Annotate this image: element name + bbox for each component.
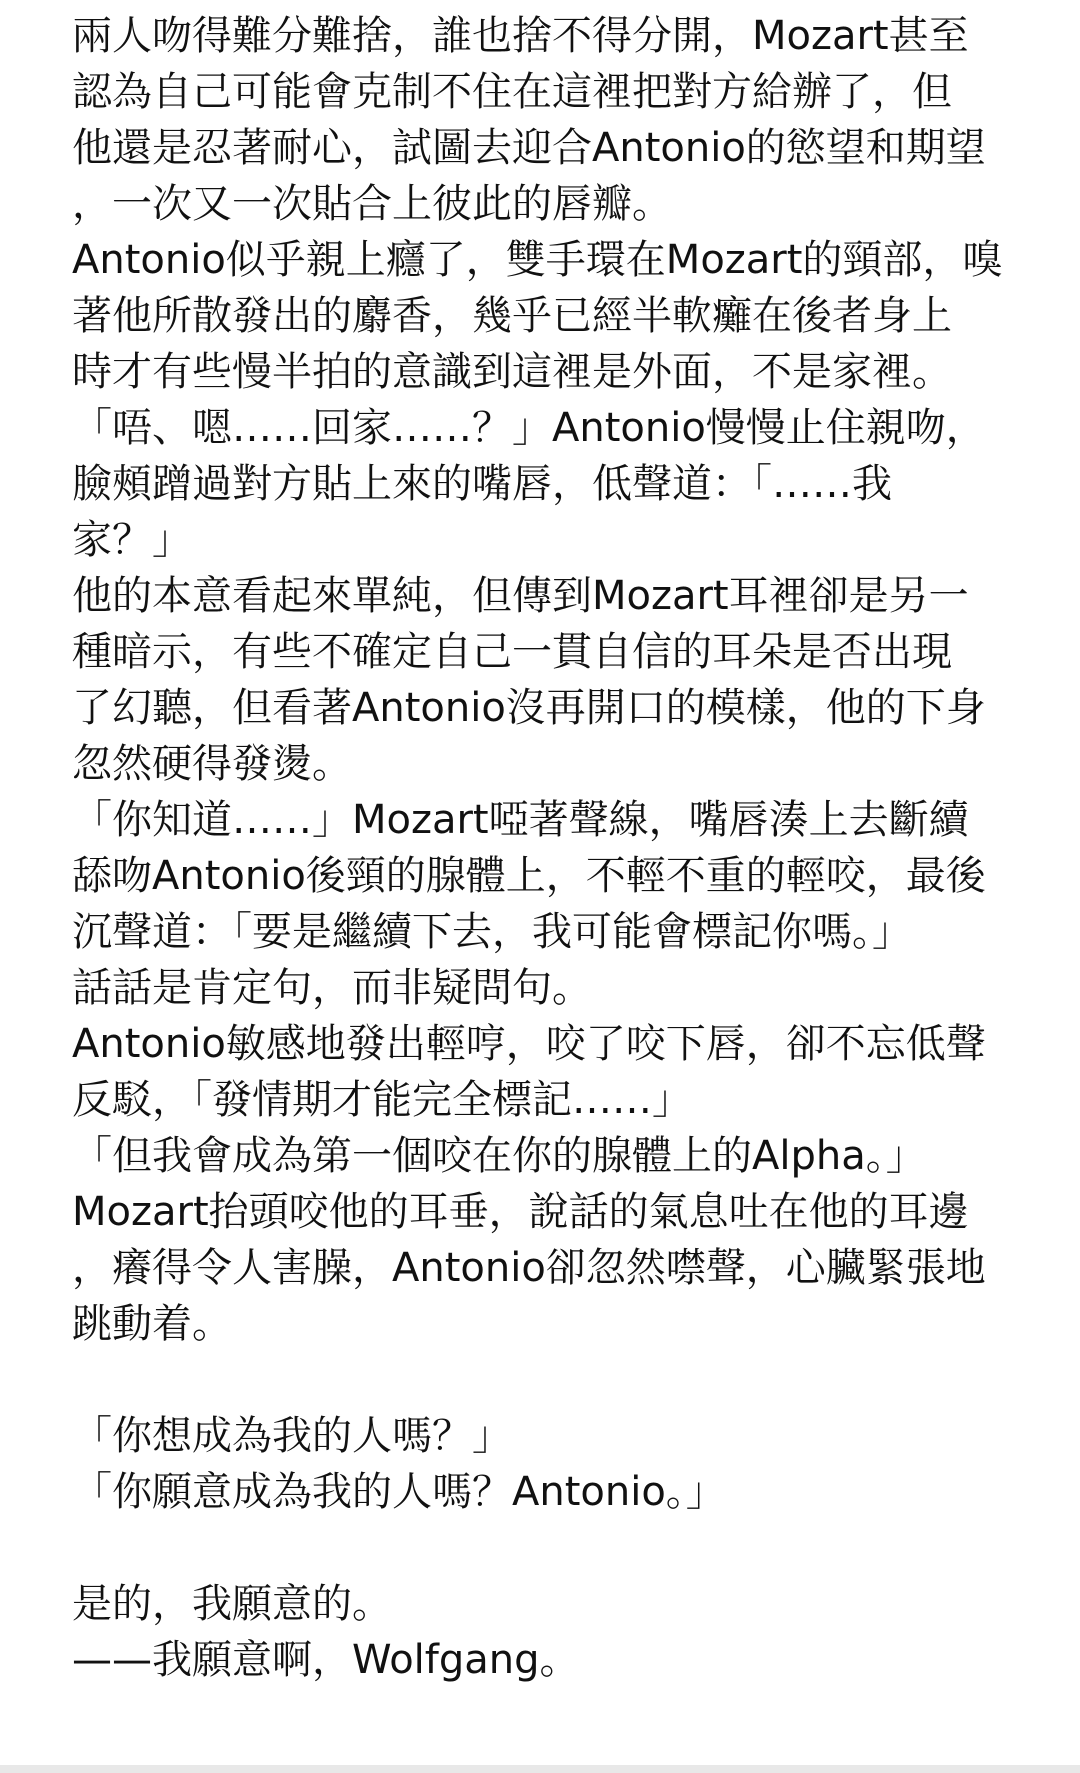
text-line: 「你想成為我的人嗎？」 <box>72 1413 512 1459</box>
story-text <box>72 8 1012 1688</box>
text-line: 反駁，「發情期才能完全標記……」 <box>72 1077 692 1123</box>
text-line: 兩人吻得難分難捨，誰也捨不得分開，Mozart甚至 <box>72 13 969 59</box>
text-line: Antonio敏感地發出輕哼，咬了咬下唇，卻不忘低聲 <box>72 1021 986 1067</box>
text-line: 家？」 <box>72 517 192 563</box>
blank-line <box>72 1352 1012 1408</box>
text-line: ，癢得令人害臊，Antonio卻忽然噤聲，心臟緊張地 <box>72 1245 986 1291</box>
text-line: 舔吻Antonio後頸的腺體上，不輕不重的輕咬，最後 <box>72 853 986 899</box>
text-line: 了幻聽，但看著Antonio沒再開口的模樣，他的下身 <box>72 685 986 731</box>
text-line: 臉頰蹭過對方貼上來的嘴唇，低聲道：「……我 <box>72 461 892 507</box>
text-line: 跳動着。 <box>72 1301 232 1347</box>
blank-line <box>72 1520 1012 1576</box>
text-line: 「你願意成為我的人嗎？Antonio。」 <box>72 1469 726 1515</box>
text-line: 他還是忍著耐心，試圖去迎合Antonio的慾望和期望 <box>72 125 986 171</box>
text-line: 沉聲道：「要是繼續下去，我可能會標記你嗎。」 <box>72 909 912 955</box>
text-line: 種暗示，有些不確定自己一貫自信的耳朵是否出現 <box>72 629 952 675</box>
text-line: 「但我會成為第一個咬在你的腺體上的Alpha。」 <box>72 1133 926 1179</box>
text-line: Mozart抬頭咬他的耳垂，說話的氣息吐在他的耳邊 <box>72 1189 969 1235</box>
bottom-edge-bar <box>0 1765 1080 1773</box>
text-line: 認為自己可能會克制不住在這裡把對方給辦了，但 <box>72 69 952 115</box>
text-line: ，一次又一次貼合上彼此的唇瓣。 <box>72 181 672 227</box>
text-line: 忽然硬得發燙。 <box>72 741 352 787</box>
text-line: 話話是肯定句，而非疑問句。 <box>72 965 592 1011</box>
text-line: 他的本意看起來單純，但傳到Mozart耳裡卻是另一 <box>72 573 969 619</box>
text-line: 時才有些慢半拍的意識到這裡是外面，不是家裡。 <box>72 349 952 395</box>
text-line: Antonio似乎親上癮了，雙手環在Mozart的頸部，嗅 <box>72 237 1003 283</box>
text-line: 「唔、嗯……回家……？」Antonio慢慢止住親吻， <box>72 405 986 451</box>
text-line: 著他所散發出的麝香，幾乎已經半軟癱在後者身上 <box>72 293 952 339</box>
text-line: 是的，我願意的。 <box>72 1581 392 1627</box>
text-line: 「你知道……」Mozart啞著聲線，嘴唇湊上去斷續 <box>72 797 969 843</box>
text-line: ——我願意啊，Wolfgang。 <box>72 1637 580 1683</box>
